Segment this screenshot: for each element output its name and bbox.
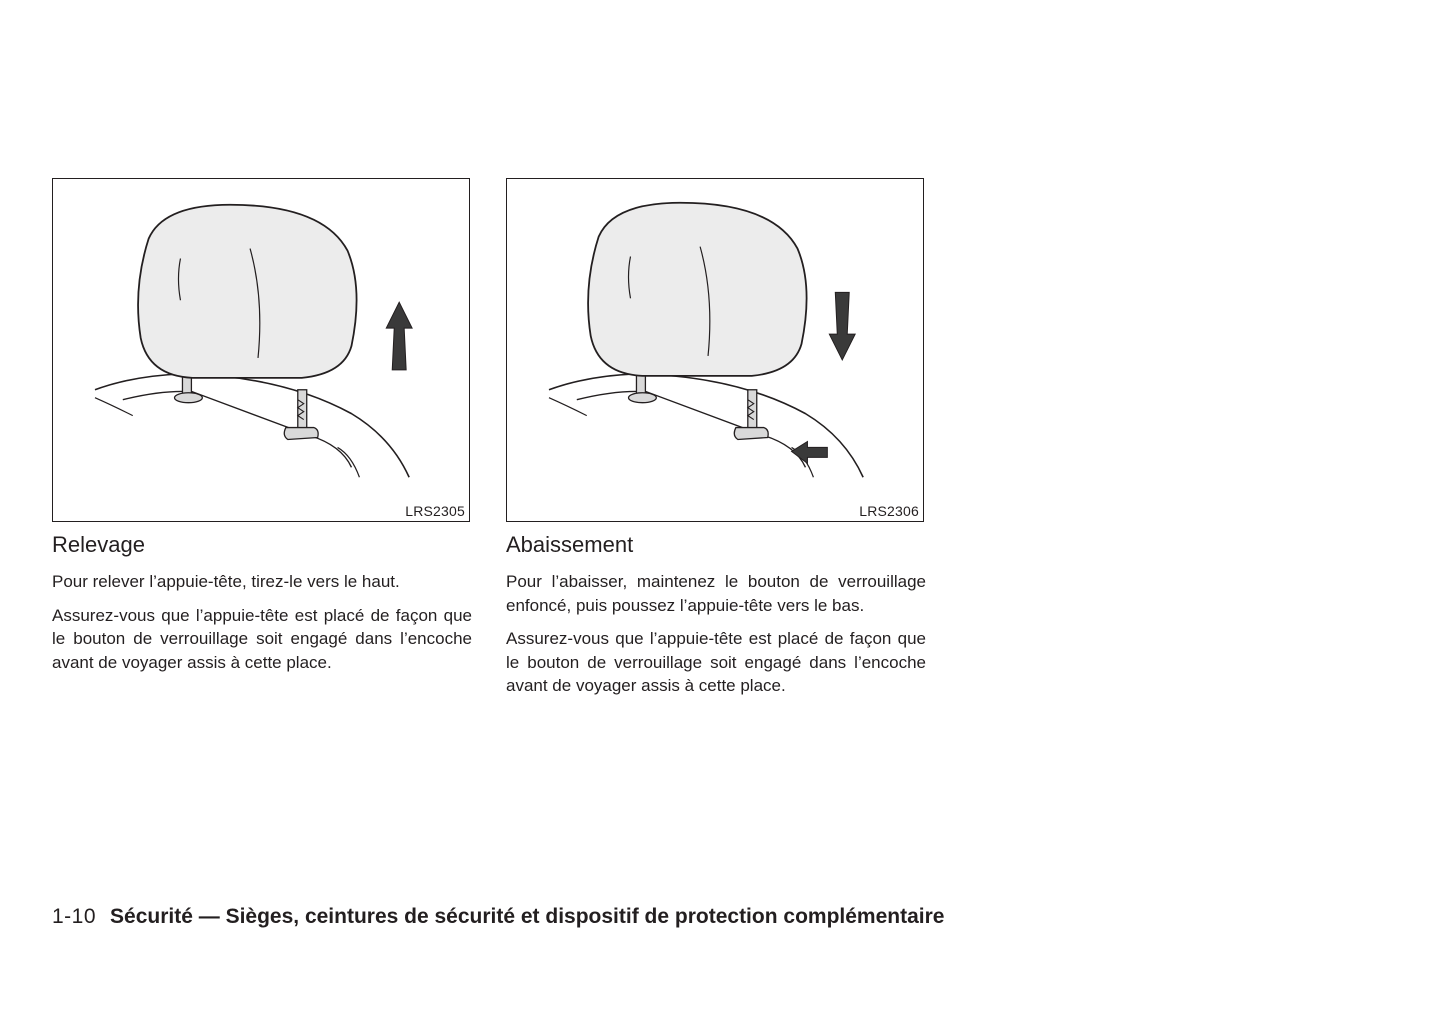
figure-headrest-raise <box>52 178 470 522</box>
section-raise <box>52 178 472 674</box>
section-heading: Abaissement <box>506 532 634 557</box>
paragraph: Pour relever l’appuie-tête, tirez-le vers le haut. <box>52 572 400 591</box>
figure-code: LRS2305 <box>405 503 465 519</box>
figure-headrest-lower <box>506 178 924 522</box>
section-lower <box>506 178 926 698</box>
headrest-raise-illustration <box>53 179 469 521</box>
section-heading: Relevage <box>52 532 145 557</box>
page-number: 1-10 <box>52 905 97 928</box>
figure-code: LRS2306 <box>859 503 919 519</box>
headrest-lower-illustration <box>507 179 923 521</box>
paragraph: Assurez-vous que l’appuie-tête est placé de façon que le bouton de verrouillage soit engagé dans l’encoche avant de voyager assis à cette place. <box>52 605 472 672</box>
page-footer <box>52 903 944 931</box>
paragraph: Pour l’abaisser, maintenez le bouton de verrouillage enfoncé, puis poussez l’appuie-tête vers le bas. <box>506 572 926 615</box>
paragraph: Assurez-vous que l’appuie-tête est placé de façon que le bouton de verrouillage soit engagé dans l’encoche avant de voyager assis à cette place. <box>506 629 926 695</box>
chapter-title: Sécurité — Sièges, ceintures de sécurité et dispositif de protection complémentaire <box>110 905 945 928</box>
